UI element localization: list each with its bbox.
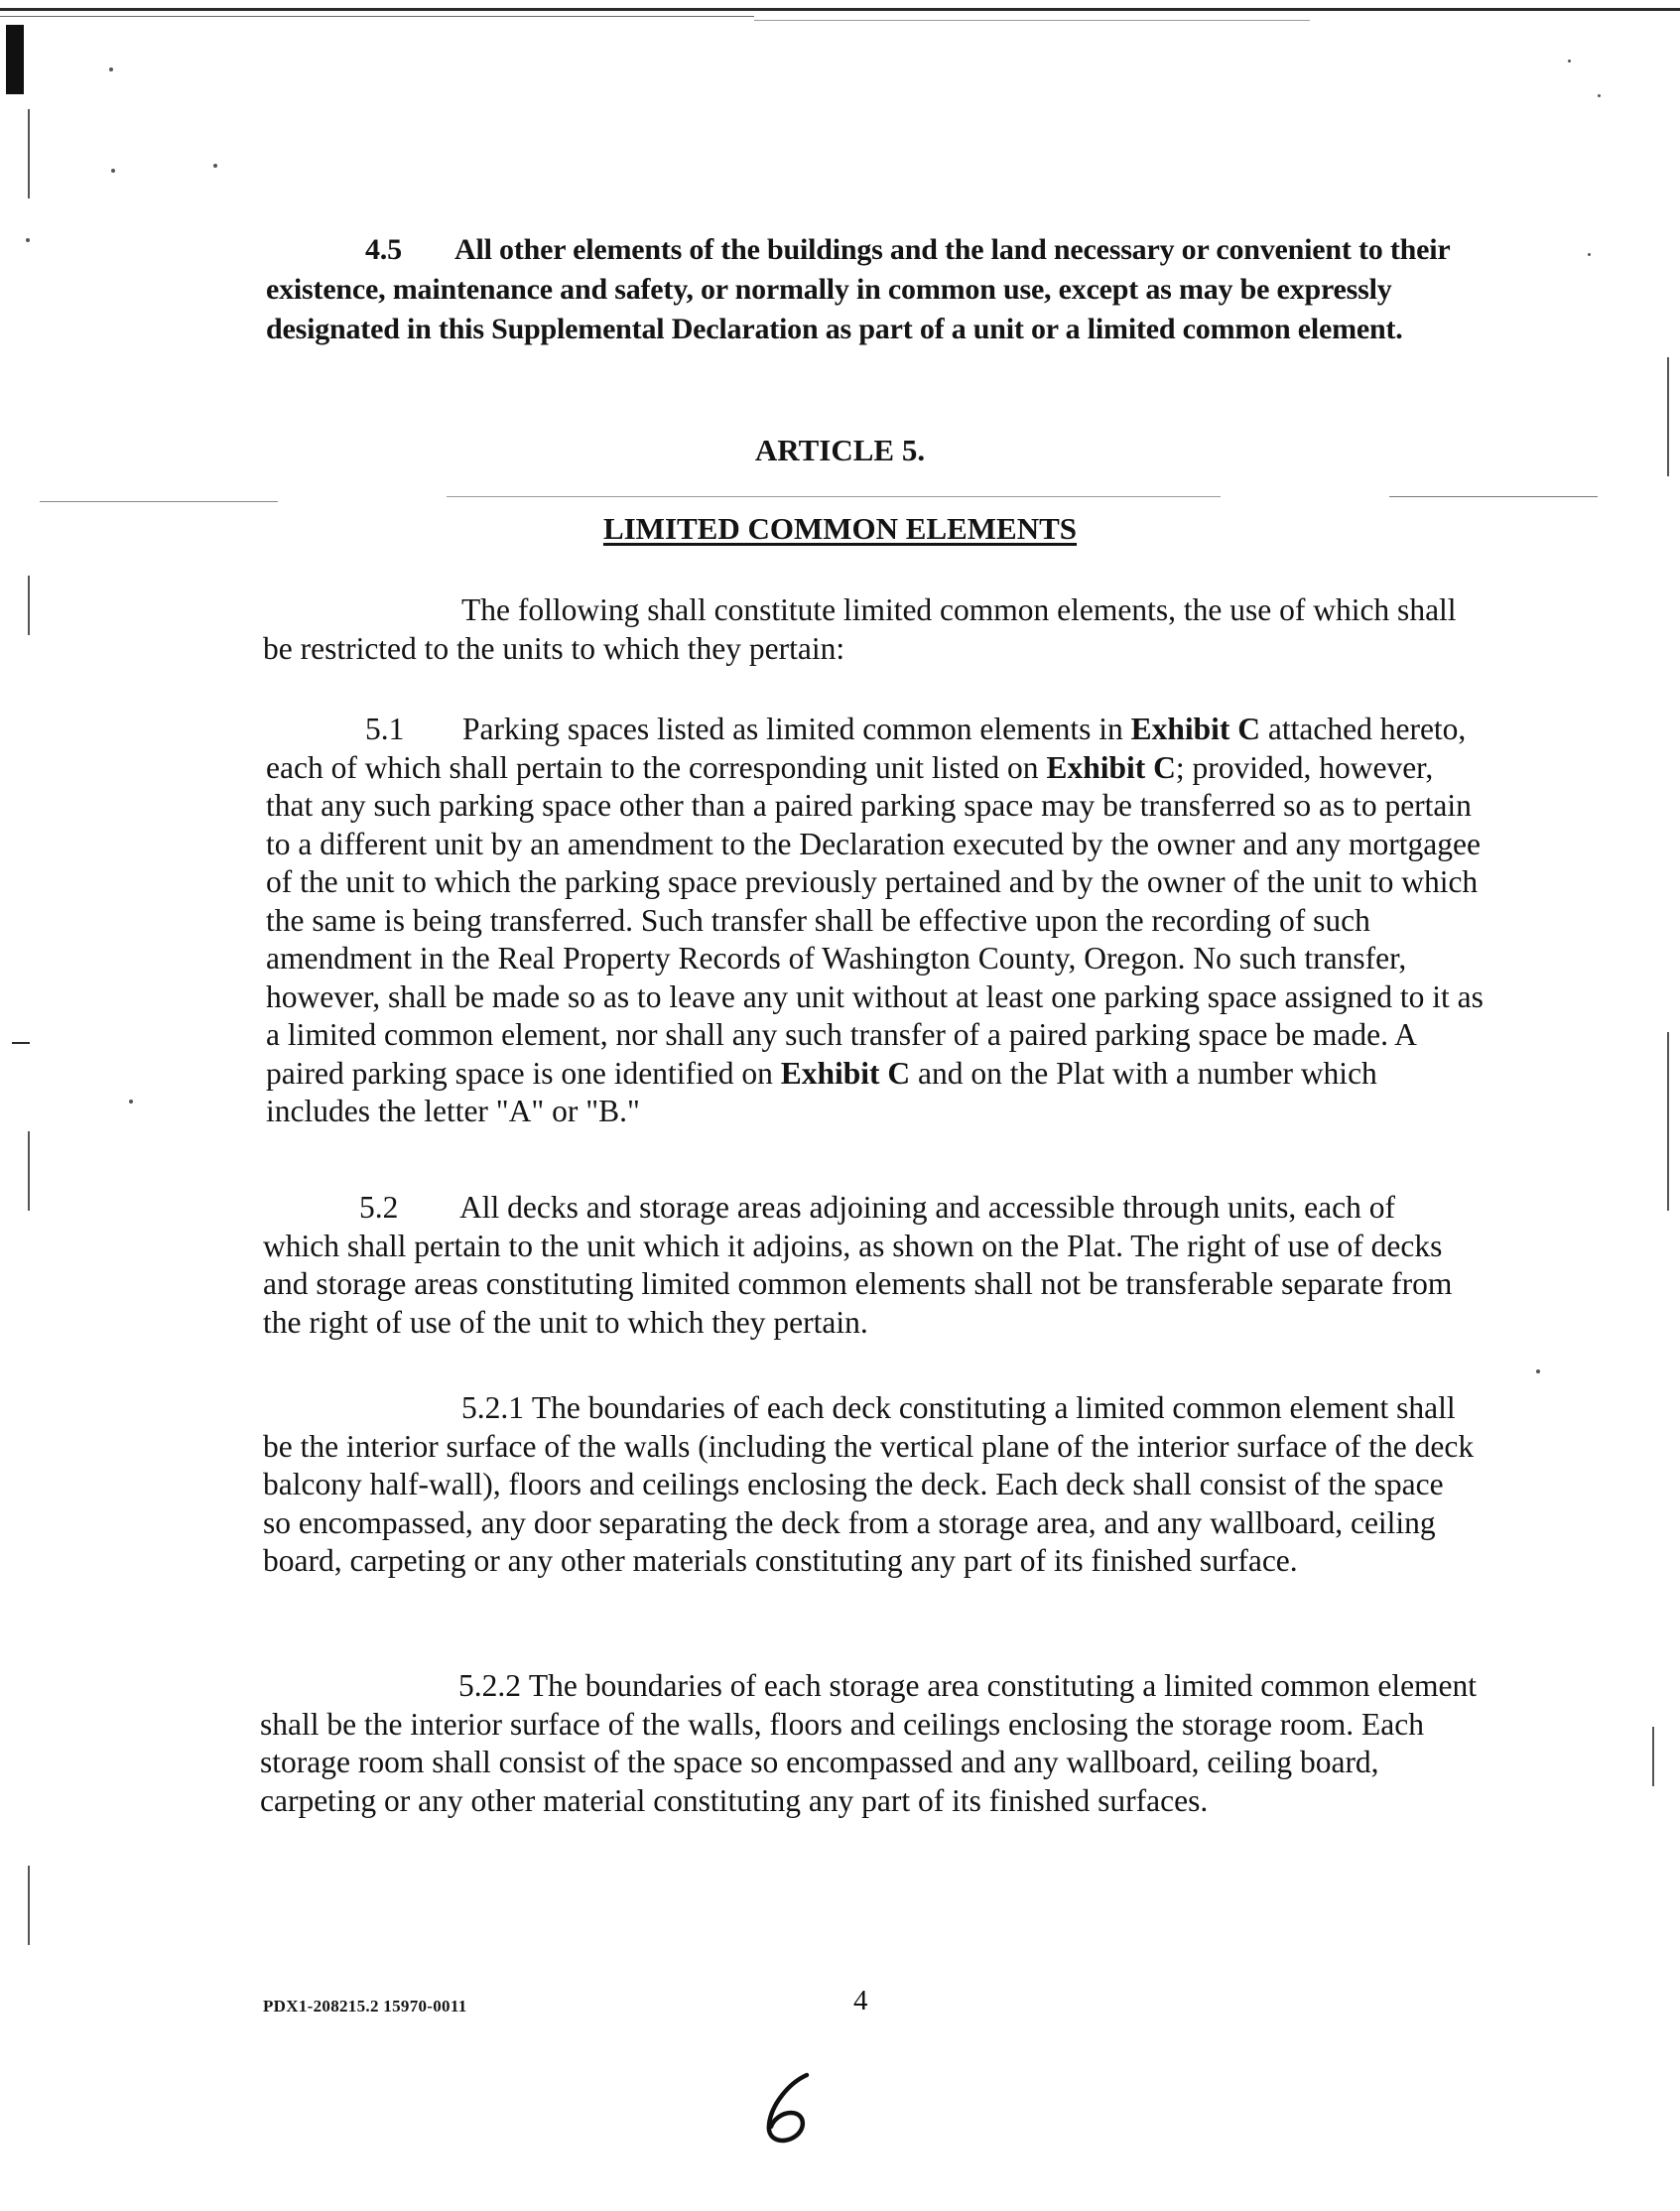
- scan-left-tick: [28, 109, 30, 198]
- section-5-2-paragraph: [263, 1189, 1479, 1342]
- scan-speck: [26, 238, 30, 242]
- scan-right-tick: [1667, 1032, 1669, 1211]
- article-title: LIMITED COMMON ELEMENTS: [602, 511, 1078, 546]
- scan-speck: [1598, 94, 1601, 97]
- scan-speck: [1568, 60, 1571, 63]
- scan-speck: [111, 169, 115, 173]
- section-5-2-2-text: The boundaries of each storage area constituting a limited common element shall be the interior surface of the walls, floors and ceilings enclosing the storage room. Each storage room shall consist of the space so encompassed and any wallboard, ceiling board, carpeting or any other material constituting any part of its finished surfaces.: [260, 1668, 1478, 1818]
- scan-top-rule-thin: [0, 16, 754, 17]
- scan-speck: [1536, 1369, 1540, 1373]
- section-5-1-text-c: ; provided, however, that any such parking space other than a paired parking space may be transferred so as to pertain to a different unit by an amendment to the Declaration executed by the owner and any mortgagee of the unit to which the parking space previously pertained and by the owner of the unit to which the same is being transferred. Such transfer shall be effective upon the recording of such amendment in the Real Property Records of Washington County, Oregon. No such transfer, however, shall be made so as to leave any unit without at least one parking space assigned to it as a limited common element, nor shall any such transfer of a paired parking space be made. A paired parking space is one identified on: [266, 749, 1484, 1091]
- section-5-2-1-number: 5.2.1: [461, 1390, 524, 1425]
- section-5-2-text: All decks and storage areas adjoining and accessible through units, each of which shall pertain to the unit which it adjoins, as shown on the Plat. The right of use of decks and storage areas constituting limited common elements shall not be transferable separate from the right of use of the unit to which they pertain.: [263, 1190, 1453, 1340]
- intro-paragraph: [263, 591, 1474, 668]
- exhibit-c-reference: Exhibit C: [780, 1055, 911, 1091]
- section-5-1-paragraph: [266, 711, 1486, 1131]
- section-5-1-text-d: and on the Plat with a number which includes the letter "A" or "B.": [266, 1055, 1377, 1128]
- section-4-5-number: 4.5: [365, 233, 402, 266]
- scan-speck: [109, 67, 113, 71]
- section-5-2-2-number: 5.2.2: [458, 1668, 521, 1703]
- scan-left-tick: [28, 576, 30, 635]
- scan-left-edge-mark: [6, 25, 24, 94]
- scan-speck: [213, 164, 217, 168]
- intro-text: The following shall constitute limited common elements, the use of which shall be restricted to the units to which they pertain:: [263, 592, 1457, 666]
- scan-left-tick: [28, 1131, 30, 1211]
- scan-mid-rule: [1389, 496, 1598, 497]
- handwritten-page-mark: [749, 2069, 839, 2148]
- section-5-2-number: 5.2: [359, 1190, 399, 1225]
- section-5-2-1-text: The boundaries of each deck constituting a limited common element shall be the interior surface of the walls (including the vertical plane of the interior surface of the deck balcony half-wall), floors and ceilings enclosing the deck. Each deck shall consist of the space so encompassed, any door separating the deck from a storage area, and any wallboard, ceiling board, carpeting or any other materials constituting any part of its finished surface.: [263, 1390, 1475, 1578]
- scan-mid-rule: [447, 496, 1221, 497]
- exhibit-c-reference: Exhibit C: [1046, 749, 1176, 785]
- section-5-1-text-b: attached hereto, each of which shall pertain to the corresponding unit listed on: [266, 712, 1467, 785]
- exhibit-c-reference: Exhibit C: [1130, 712, 1261, 746]
- scan-left-tick: [28, 1866, 30, 1945]
- section-4-5-text: All other elements of the buildings and the land necessary or convenient to their existence, maintenance and safety, or normally in common use, except as may be expressly designated in this Supplemental Declaration as part of a unit or a limited common element.: [266, 233, 1450, 345]
- scan-mid-rule: [40, 501, 278, 502]
- article-heading: ARTICLE 5.: [754, 433, 926, 467]
- scan-top-rule: [0, 8, 1680, 11]
- scan-speck: [129, 1100, 133, 1104]
- scan-top-rule-thin-2: [754, 20, 1310, 21]
- section-5-1-number: 5.1: [365, 712, 405, 746]
- page-number: 4: [853, 1985, 868, 2016]
- scan-right-tick: [1652, 1727, 1654, 1786]
- scan-speck: [1588, 253, 1591, 256]
- section-4-5-paragraph: [266, 230, 1486, 349]
- scan-left-dash: [12, 1042, 30, 1044]
- section-5-1-text-a: Parking spaces listed as limited common elements in: [462, 712, 1131, 746]
- section-5-2-2-paragraph: [260, 1667, 1481, 1820]
- document-code: PDX1-208215.2 15970-0011: [263, 1997, 467, 2016]
- section-5-2-1-paragraph: [263, 1389, 1479, 1581]
